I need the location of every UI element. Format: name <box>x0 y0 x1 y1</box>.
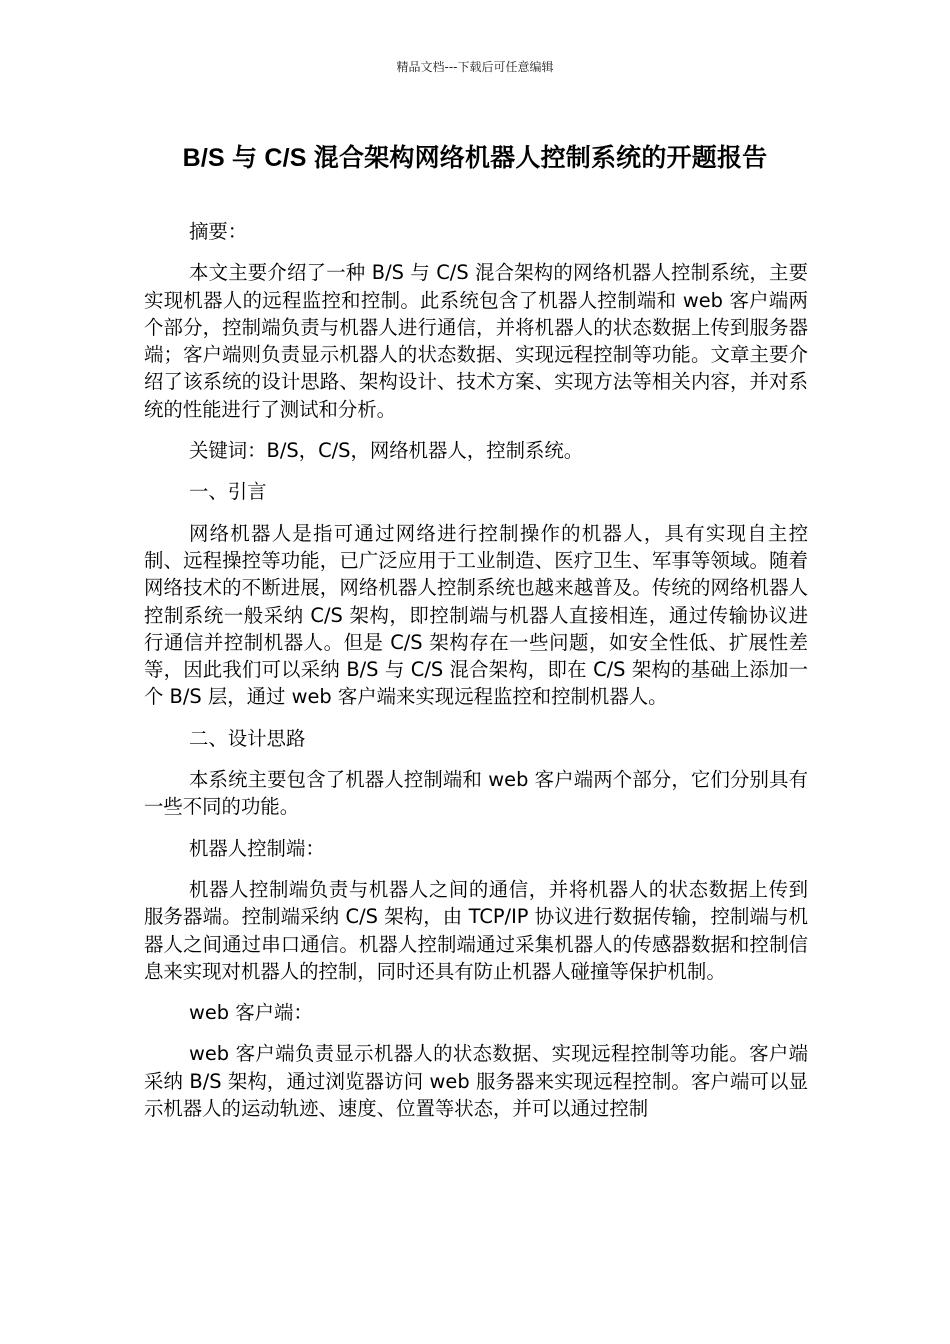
section-heading-introduction: 一、引言 <box>189 480 267 504</box>
abstract-heading: 摘要： <box>189 220 248 243</box>
introduction-paragraph: 网络机器人是指可通过网络进行控制操作的机器人，具有实现自主控制、远程操控等功能，已广泛应用于工业制造、医疗卫生、军事等领域。随着网络技术的不断进展，网络机器人控制系统也越来越普及。传统的网络机器人控制系统一般采纳 C/S 架构，即控制端与机器人直接相连，通过传输协议进行通信并控制机器人。但是 C/S 架构存在一些问题，如安全性低、扩展性差等，因此我们可以采纳 B/S 与 C/S 混合架构，即在 C/S 架构的基础上添加一个 B/S 层，通过 web 客户端来实现远程监控和控制机器人。 <box>144 521 808 709</box>
subheading-web-client: web 客户端： <box>189 1001 313 1025</box>
header-note: 精品文档---下载后可任意编辑 <box>396 60 554 74</box>
design-paragraph: 本系统主要包含了机器人控制端和 web 客户端两个部分，它们分别具有一些不同的功能。 <box>144 768 808 819</box>
section-heading-design: 二、设计思路 <box>189 726 306 750</box>
keywords-line: 关键词：B/S，C/S，网络机器人，控制系统。 <box>189 439 584 463</box>
web-client-paragraph: web 客户端负责显示机器人的状态数据、实现远程控制等功能。客户端采纳 B/S 架构，通过浏览器访问 web 服务器来实现远程控制。客户端可以显示机器人的运动轨迹、速度、位置等状态，并可以通过控制 <box>144 1042 808 1121</box>
abstract-paragraph: 本文主要介绍了一种 B/S 与 C/S 混合架构的网络机器人控制系统，主要实现机器人的远程监控和控制。此系统包含了机器人控制端和 web 客户端两个部分，控制端负责与机器人进行通信，并将机器人的状态数据上传到服务器端；客户端则负责显示机器人的状态数据、实现远程控制等功能。文章主要介绍了该系统的设计思路、架构设计、技术方案、实现方法等相关内容，并对系统的性能进行了测试和分析。 <box>144 261 808 421</box>
document-title: B/S 与 C/S 混合架构网络机器人控制系统的开题报告 <box>182 144 768 172</box>
robot-control-paragraph: 机器人控制端负责与机器人之间的通信，并将机器人的状态数据上传到服务器端。控制端采纳 C/S 架构，由 TCP/IP 协议进行数据传输，控制端与机器人之间通过串口通信。机器人控制端通过采集机器人的传感器数据和控制信息来实现对机器人的控制，同时还具有防止机器人碰撞等保护机制。 <box>144 877 808 983</box>
document-body <box>144 218 808 1136</box>
subheading-robot-control: 机器人控制端： <box>189 836 325 860</box>
